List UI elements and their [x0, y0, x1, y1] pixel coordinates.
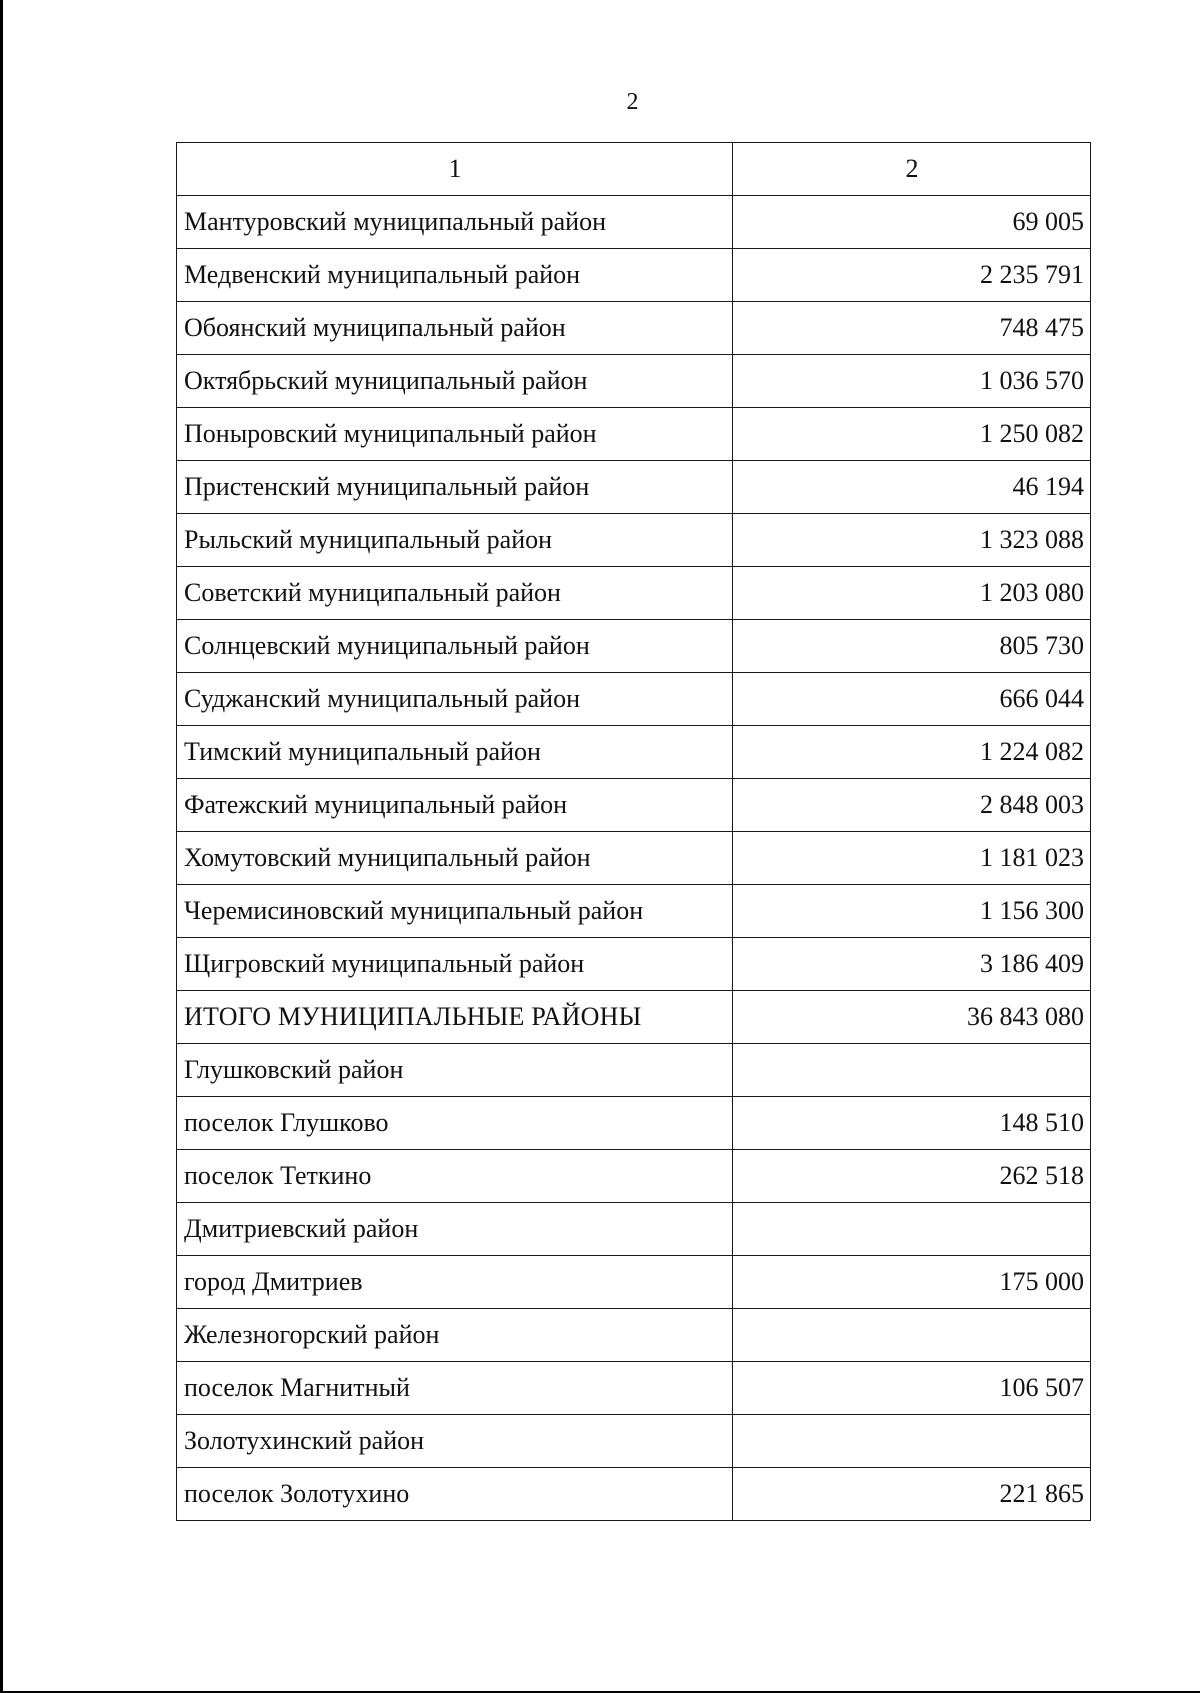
row-value-cell: 1 224 082 [733, 726, 1091, 779]
table-row [177, 514, 1091, 567]
row-name-cell: поселок Глушково [177, 1097, 733, 1150]
column-header-2: 2 [733, 143, 1091, 196]
row-name-cell: Октябрьский муниципальный район [177, 355, 733, 408]
row-name-cell: ИТОГО МУНИЦИПАЛЬНЫЕ РАЙОНЫ [177, 991, 733, 1044]
table-row [177, 1362, 1091, 1415]
row-value-cell: 1 203 080 [733, 567, 1091, 620]
table-row [177, 938, 1091, 991]
table-row [177, 991, 1091, 1044]
row-value-cell: 1 323 088 [733, 514, 1091, 567]
row-value-cell [733, 1309, 1091, 1362]
row-value-cell: 3 186 409 [733, 938, 1091, 991]
table-row [177, 673, 1091, 726]
table-row [177, 461, 1091, 514]
table-row [177, 567, 1091, 620]
row-name-cell: Обоянский муниципальный район [177, 302, 733, 355]
row-value-cell: 1 036 570 [733, 355, 1091, 408]
row-value-cell: 106 507 [733, 1362, 1091, 1415]
row-value-cell: 36 843 080 [733, 991, 1091, 1044]
table-row [177, 1256, 1091, 1309]
row-value-cell: 175 000 [733, 1256, 1091, 1309]
table-header-row [177, 143, 1091, 196]
table-body [177, 143, 1091, 1521]
row-name-cell: Поныровский муниципальный район [177, 408, 733, 461]
row-value-cell: 666 044 [733, 673, 1091, 726]
table-row [177, 1044, 1091, 1097]
row-name-cell: Пристенский муниципальный район [177, 461, 733, 514]
table-row [177, 726, 1091, 779]
row-name-cell: Фатежский муниципальный район [177, 779, 733, 832]
table-row [177, 408, 1091, 461]
row-value-cell: 1 156 300 [733, 885, 1091, 938]
row-name-cell: Солнцевский муниципальный район [177, 620, 733, 673]
row-value-cell: 148 510 [733, 1097, 1091, 1150]
table-row [177, 249, 1091, 302]
table-row [177, 355, 1091, 408]
table-row [177, 1415, 1091, 1468]
table-row [177, 620, 1091, 673]
row-name-cell: Черемисиновский муниципальный район [177, 885, 733, 938]
row-name-cell: поселок Золотухино [177, 1468, 733, 1521]
table-row [177, 779, 1091, 832]
table-row [177, 885, 1091, 938]
row-value-cell: 262 518 [733, 1150, 1091, 1203]
row-name-cell: поселок Магнитный [177, 1362, 733, 1415]
scan-border-left [0, 0, 3, 1693]
table-row [177, 1309, 1091, 1362]
row-value-cell: 2 235 791 [733, 249, 1091, 302]
row-value-cell: 1 250 082 [733, 408, 1091, 461]
row-value-cell: 2 848 003 [733, 779, 1091, 832]
row-name-cell: Железногорский район [177, 1309, 733, 1362]
row-value-cell [733, 1044, 1091, 1097]
row-name-cell: поселок Теткино [177, 1150, 733, 1203]
row-name-cell: Дмитриевский район [177, 1203, 733, 1256]
row-name-cell: Глушковский район [177, 1044, 733, 1097]
row-value-cell: 69 005 [733, 196, 1091, 249]
row-name-cell: Советский муниципальный район [177, 567, 733, 620]
row-value-cell [733, 1203, 1091, 1256]
table-row [177, 196, 1091, 249]
row-name-cell: город Дмитриев [177, 1256, 733, 1309]
row-name-cell: Золотухинский район [177, 1415, 733, 1468]
row-value-cell [733, 1415, 1091, 1468]
table-row [177, 832, 1091, 885]
row-name-cell: Рыльский муниципальный район [177, 514, 733, 567]
row-name-cell: Хомутовский муниципальный район [177, 832, 733, 885]
table-row [177, 1203, 1091, 1256]
row-name-cell: Тимский муниципальный район [177, 726, 733, 779]
table-row [177, 1468, 1091, 1521]
row-value-cell: 748 475 [733, 302, 1091, 355]
row-value-cell: 46 194 [733, 461, 1091, 514]
row-name-cell: Суджанский муниципальный район [177, 673, 733, 726]
allocation-table [176, 142, 1091, 1521]
table-row [177, 302, 1091, 355]
column-header-1: 1 [177, 143, 733, 196]
table-row [177, 1097, 1091, 1150]
row-name-cell: Медвенский муниципальный район [177, 249, 733, 302]
page-number: 2 [626, 89, 639, 115]
table-row [177, 1150, 1091, 1203]
row-value-cell: 1 181 023 [733, 832, 1091, 885]
row-value-cell: 805 730 [733, 620, 1091, 673]
row-name-cell: Мантуровский муниципальный район [177, 196, 733, 249]
row-value-cell: 221 865 [733, 1468, 1091, 1521]
row-name-cell: Щигровский муниципальный район [177, 938, 733, 991]
